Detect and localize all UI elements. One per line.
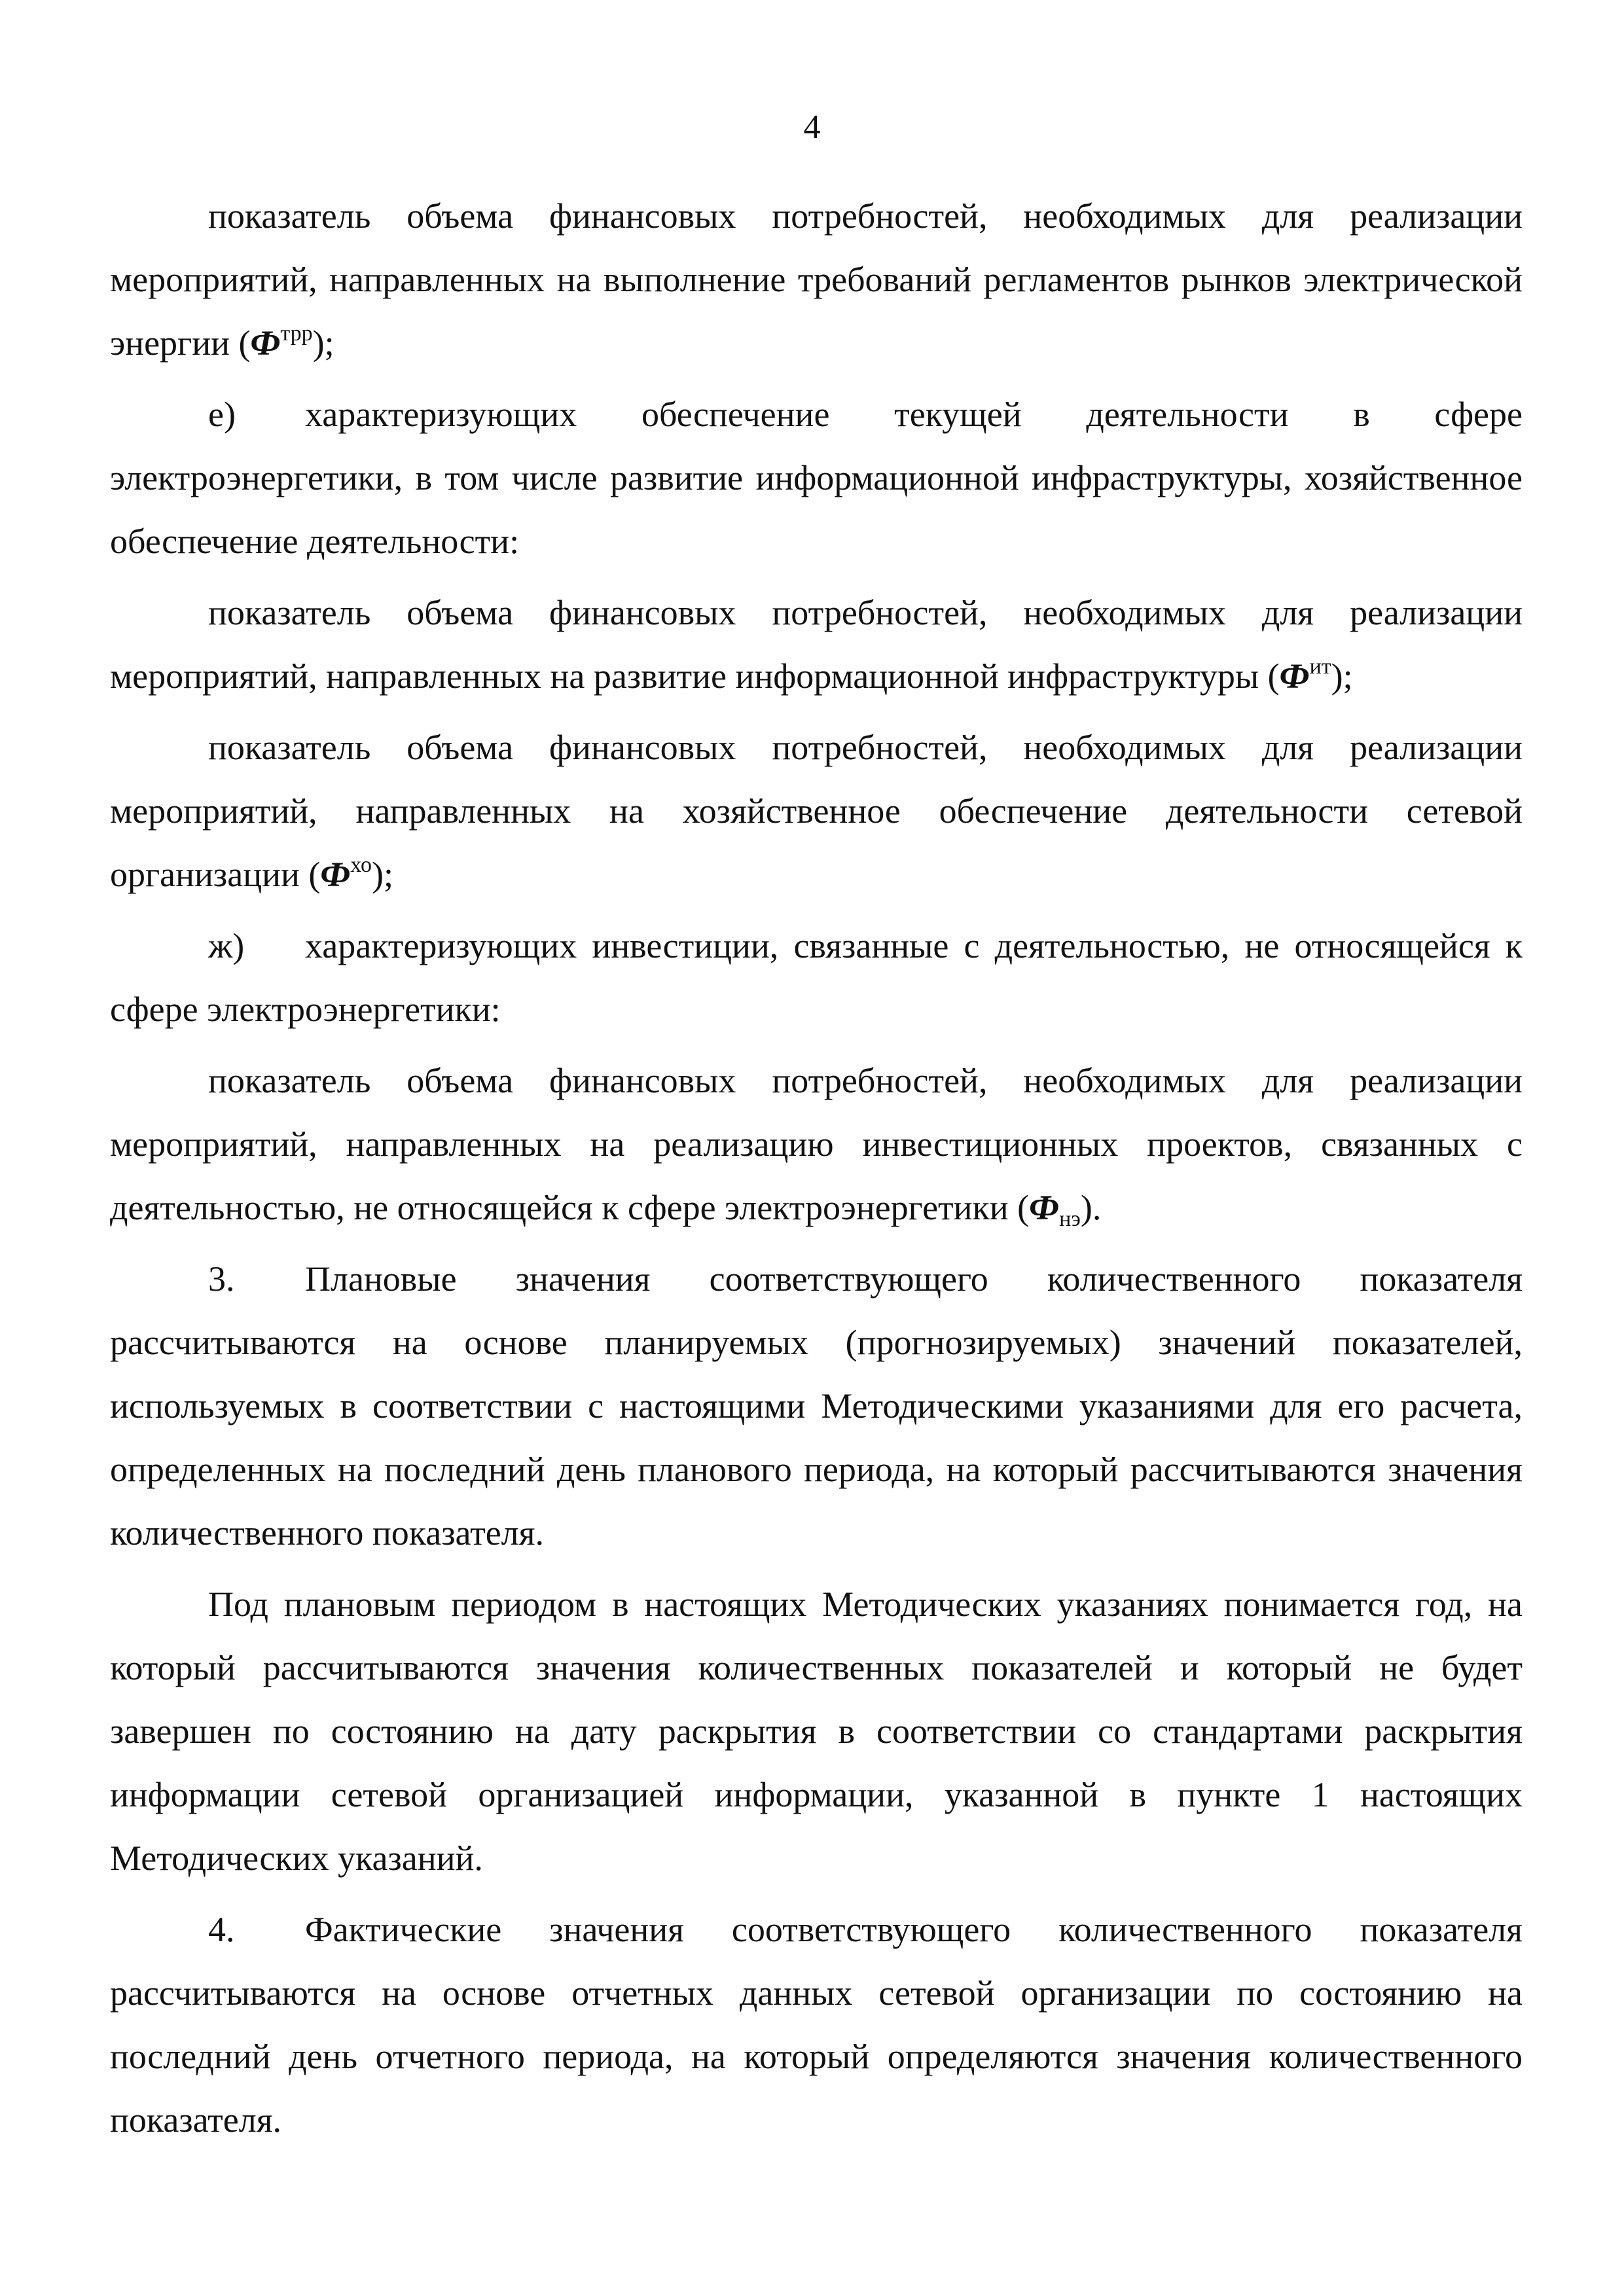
list-marker: е) — [208, 395, 236, 434]
symbol-superscript: хо — [350, 853, 372, 877]
paragraph-subitem-e — [110, 383, 1523, 573]
paragraph-indicator-trr — [110, 185, 1523, 375]
symbol-phi: Ф — [1279, 656, 1310, 696]
symbol-superscript: ит — [1309, 655, 1331, 679]
paragraph-text: Под плановым периодом в настоящих Методических указаниях понимается год, на который рассчитываются значения количественных показателей и который не будет завершен по состоянию на дату раскрытия в соответствии со стандартами раскрытия информации сетевой организацией информации, указанной в пункте 1 настоящих Методических указаний. — [110, 1585, 1523, 1878]
paragraph-text: характеризующих инвестиции, связанные с деятельностью, не относящейся к сфере электроэнергетики: — [110, 926, 1523, 1029]
paragraph-subitem-zh — [110, 914, 1523, 1041]
document-body — [110, 185, 1523, 2160]
symbol-phi: Ф — [1029, 1188, 1060, 1227]
paragraph-text: показатель объема финансовых потребностей, необходимых для реализации мероприятий, направленных на хозяйственное обеспечение деятельности сетевой организации ( — [110, 728, 1523, 894]
paragraph-text-end: ); — [372, 855, 394, 894]
paragraph-text: показатель объема финансовых потребностей, необходимых для реализации мероприятий, направленных на выполнение требований регламентов рынков электрической энергии ( — [110, 196, 1523, 363]
page-number: 4 — [803, 109, 821, 146]
list-marker: 3. — [208, 1259, 235, 1299]
paragraph-text: показатель объема финансовых потребностей, необходимых для реализации мероприятий, направленных на развитие информационной инфраструктуры ( — [110, 593, 1523, 696]
paragraph-text-end: ). — [1080, 1188, 1102, 1227]
paragraph-indicator-ho — [110, 716, 1523, 906]
paragraph-text: характеризующих обеспечение текущей деятельности в сфере электроэнергетики, в том числе развитие информационной инфраструктуры, хозяйственное обеспечение деятельности: — [110, 395, 1523, 561]
symbol-subscript: нэ — [1059, 1207, 1081, 1231]
paragraph-text-end: ); — [1331, 656, 1353, 696]
paragraph-text: Плановые значения соответствующего количественного показателя рассчитываются на основе планируемых (прогнозируемых) значений показателей, используемых в соответствии с настоящими Методическими указаниями для его расчета, определенных на последний день планового периода, на который рассчитываются значения количественного показателя. — [110, 1259, 1523, 1552]
paragraph-text: показатель объема финансовых потребностей, необходимых для реализации мероприятий, направленных на реализацию инвестиционных проектов, связанных с деятельностью, не относящейся к сфере электроэнергетики ( — [110, 1061, 1523, 1227]
list-marker: ж) — [208, 926, 245, 965]
paragraph-text: Фактические значения соответствующего количественного показателя рассчитываются на основе отчетных данных сетевой организации по состоянию на последний день отчетного периода, на который определяются значения количественного показателя. — [110, 1910, 1523, 2140]
paragraph-indicator-it — [110, 581, 1523, 708]
symbol-phi: Ф — [320, 855, 351, 894]
symbol-phi: Ф — [250, 323, 281, 363]
list-marker: 4. — [208, 1910, 235, 1949]
paragraph-indicator-ne — [110, 1049, 1523, 1240]
paragraph-planned-period — [110, 1573, 1523, 1890]
paragraph-item-4 — [110, 1898, 1523, 2152]
paragraph-text-end: ); — [312, 323, 334, 363]
symbol-superscript: трр — [280, 321, 313, 346]
paragraph-item-3 — [110, 1247, 1523, 1565]
